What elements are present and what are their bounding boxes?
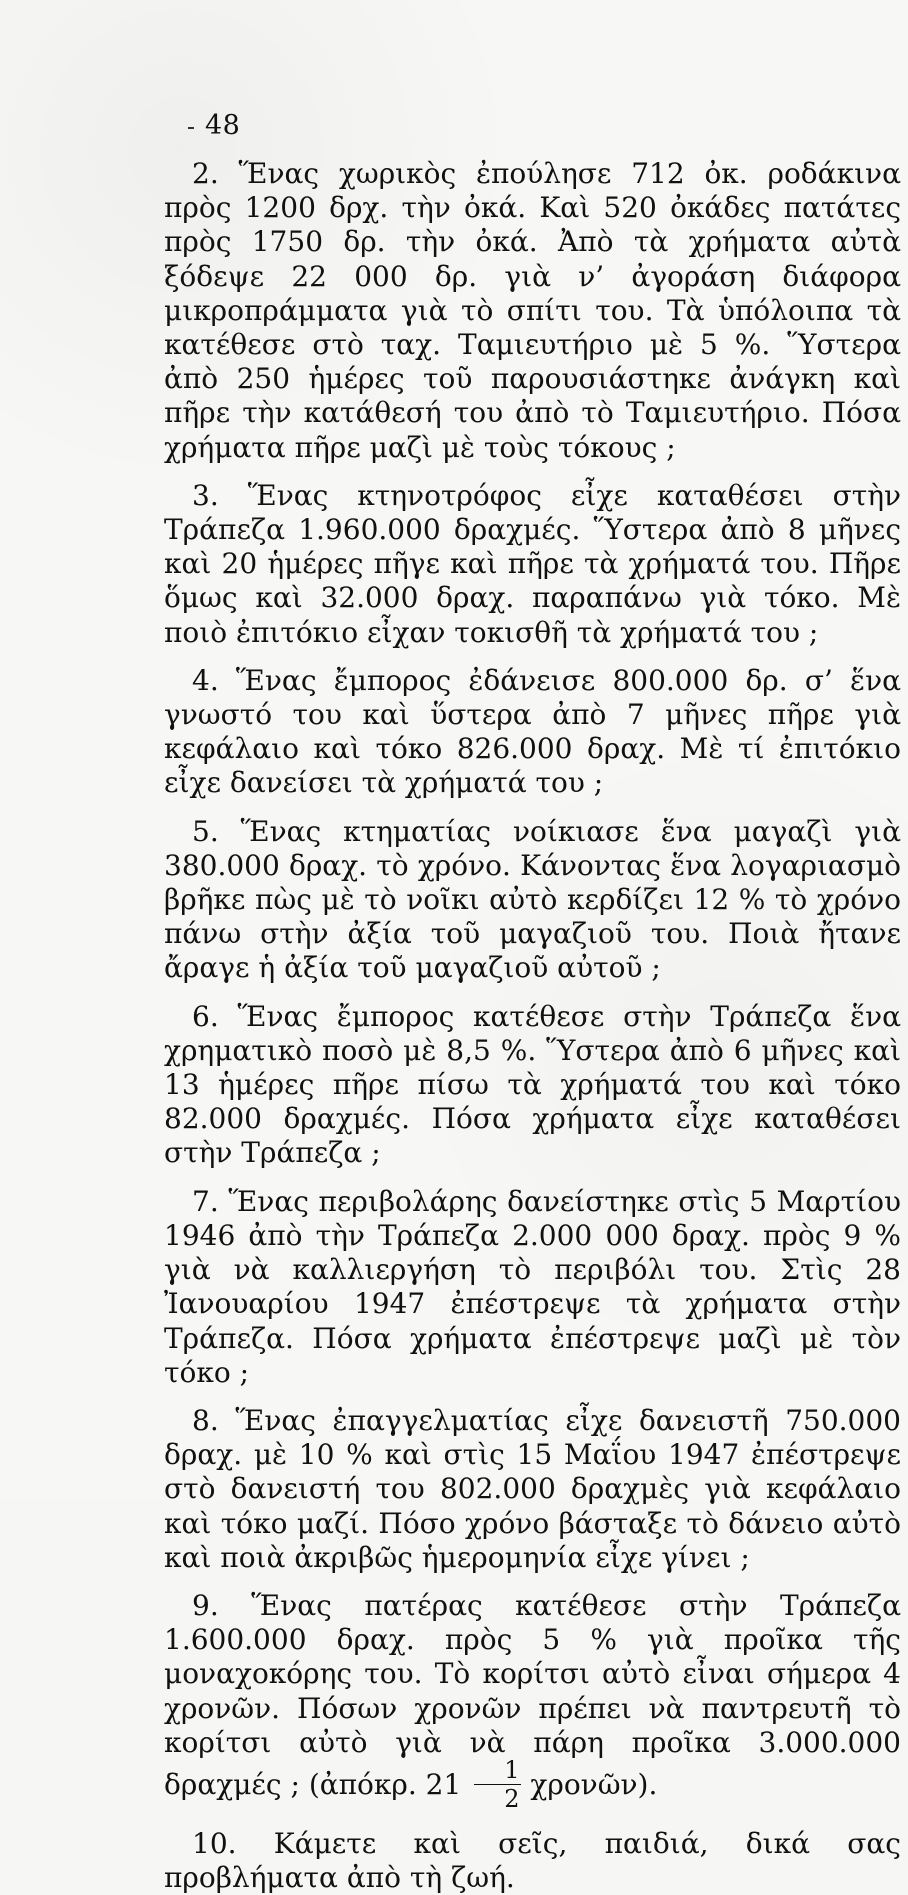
- problem-text: Ἕνας ἔμπορος ἐδάνεισε 800.000 δρ. σ’ ἕνα γνωστό του καὶ ὕστερα ἀπὸ 7 μῆνες πῆρε γιὰ κεφάλαιο καὶ τόκο 826.000 δραχ. Μὲ τί ἐπιτόκιο εἶχε δανείσει τὰ χρήματά του ;: [164, 663, 902, 800]
- page-number: 48: [205, 110, 241, 141]
- problem-list: [164, 157, 901, 1895]
- problem-number: 3.: [192, 478, 219, 512]
- problem-number: 7.: [192, 1184, 219, 1218]
- problem-10: [164, 1827, 901, 1895]
- problem-text: Ἕνας χωρικὸς ἐπούλησε 712 ὀκ. ροδάκινα πρὸς 1200 δρχ. τὴν ὀκά. Καὶ 520 ὀκάδες πατάτες πρὸς 1750 δρ. τὴν ὀκά. Ἀπὸ τὰ χρήματα αὐτὰ ξόδεψε 22 000 δρ. γιὰ ν’ ἀγοράση διάφορα μικροπράμματα γιὰ τὸ σπίτι του. Τὰ ὑπόλοιπα τὰ κατέθεσε στὸ ταχ. Ταμιευτήριο μὲ 5 %. Ὕστερα ἀπὸ 250 ἡμέρες τοῦ παρουσιάστηκε ἀνάγκη καὶ πῆρε τὴν κατάθεσή του ἀπὸ τὸ Ταμιευτήριο. Πόσα χρήματα πῆρε μαζὶ μὲ τοὺς τόκους ;: [164, 157, 901, 464]
- problem-number: 6.: [192, 999, 219, 1033]
- problem-8: [164, 1404, 901, 1575]
- problem-number: 2.: [192, 157, 219, 190]
- problem-9: [164, 1589, 901, 1813]
- problem-7: [164, 1185, 901, 1390]
- problem-text: Ἕνας ἔμπορος κατέθεσε στὴν Τράπεζα ἕνα χρηματικὸ ποσὸ μὲ 8,5 %. Ὕστερα ἀπὸ 6 μῆνες καὶ 13 ἡμέρες πῆρε πίσω τὰ χρήματά του καὶ τόκο 82.000 δραχμές. Πόσα χρήματα εἶχε καταθέσει στὴν Τράπεζα ;: [164, 999, 901, 1170]
- problem-text-before-fraction: Ἕνας πατέρας κατέθεσε στὴν Τράπεζα 1.600.000 δραχ. πρὸς 5 % γιὰ προῖκα τῆς μοναχοκόρης του. Τὸ κορίτσι αὐτὸ εἶναι σήμερα 4 χρονῶν. Πόσων χρονῶν πρέπει νὰ παντρευτῆ τὸ κορίτσι αὐτὸ γιὰ νὰ πάρη προῖκα 3.000.000 δραχμές ; (ἀπόκρ. 21: [164, 1588, 901, 1801]
- problem-number: 8.: [192, 1403, 219, 1437]
- problem-text: Ἕνας κτηνοτρόφος εἶχε καταθέσει στὴν Τράπεζα 1.960.000 δραχμές. Ὕστερα ἀπὸ 8 μῆνες καὶ 20 ἡμέρες πῆγε καὶ πῆρε τὰ χρήματά του. Πῆρε ὅμως καὶ 32.000 δραχ. παραπάνω γιὰ τόκο. Μὲ ποιὸ ἐπιτόκιο εἶχαν τοκισθῆ τὰ χρήματά του ;: [164, 478, 901, 649]
- problem-text-after-fraction: χρονῶν).: [530, 1767, 658, 1801]
- page-mark: [188, 127, 194, 129]
- problem-6: [164, 1000, 901, 1171]
- problem-text: Ἕνας κτηματίας νοίκιασε ἕνα μαγαζὶ γιὰ 380.000 δραχ. τὸ χρόνο. Κάνοντας ἕνα λογαριασμὸ βρῆκε πὼς μὲ τὸ νοῖκι αὐτὸ κερδίζει 12 % τὸ χρόνο πάνω στὴν ἀξία τοῦ μαγαζιοῦ του. Ποιὰ ἤτανε ἄραγε ἡ ἀξία τοῦ μαγαζιοῦ αὐτοῦ ;: [164, 814, 901, 985]
- problem-text: Ἕνας περιβολάρης δανείστηκε στὶς 5 Μαρτίου 1946 ἀπὸ τὴν Τράπεζα 2.000 000 δραχ. πρὸς 9 % γιὰ νὰ καλλιεργήση τὸ περιβόλι του. Στὶς 28 Ἰανουαρίου 1947 ἐπέστρεψε τὰ χρήματα στὴν Τράπεζα. Πόσα χρήματα ἐπέστρεψε μαζὶ μὲ τὸν τόκο ;: [164, 1184, 902, 1389]
- problem-4: [164, 664, 901, 801]
- problem-number: 5.: [192, 814, 219, 848]
- problem-number: 4.: [192, 663, 219, 697]
- problem-text: Ἕνας ἐπαγγελματίας εἶχε δανειστῆ 750.000 δραχ. μὲ 10 % καὶ στὶς 15 Μαΐου 1947 ἐπέστρεψε στὸ δανειστή του 802.000 δραχμὲς γιὰ κεφάλαιο καὶ τόκο μαζί. Πόσο χρόνο βάσταξε τὸ δάνειο αὐτὸ καὶ ποιὰ ἀκριβῶς ἡμερομηνία εἶχε γίνει ;: [164, 1403, 901, 1574]
- problem-number: 10.: [192, 1826, 237, 1860]
- problem-3: [164, 479, 901, 650]
- answer-fraction: [474, 1755, 521, 1813]
- problem-number: 9.: [192, 1588, 219, 1622]
- fraction-numerator: 1: [504, 1755, 520, 1784]
- fraction-denominator: 2: [504, 1784, 520, 1813]
- problem-text: Κάμετε καὶ σεῖς, παιδιά, δικά σας προβλήματα ἀπὸ τὴ ζωή.: [164, 1826, 901, 1895]
- problem-2: [164, 157, 901, 465]
- problem-5: [164, 815, 901, 986]
